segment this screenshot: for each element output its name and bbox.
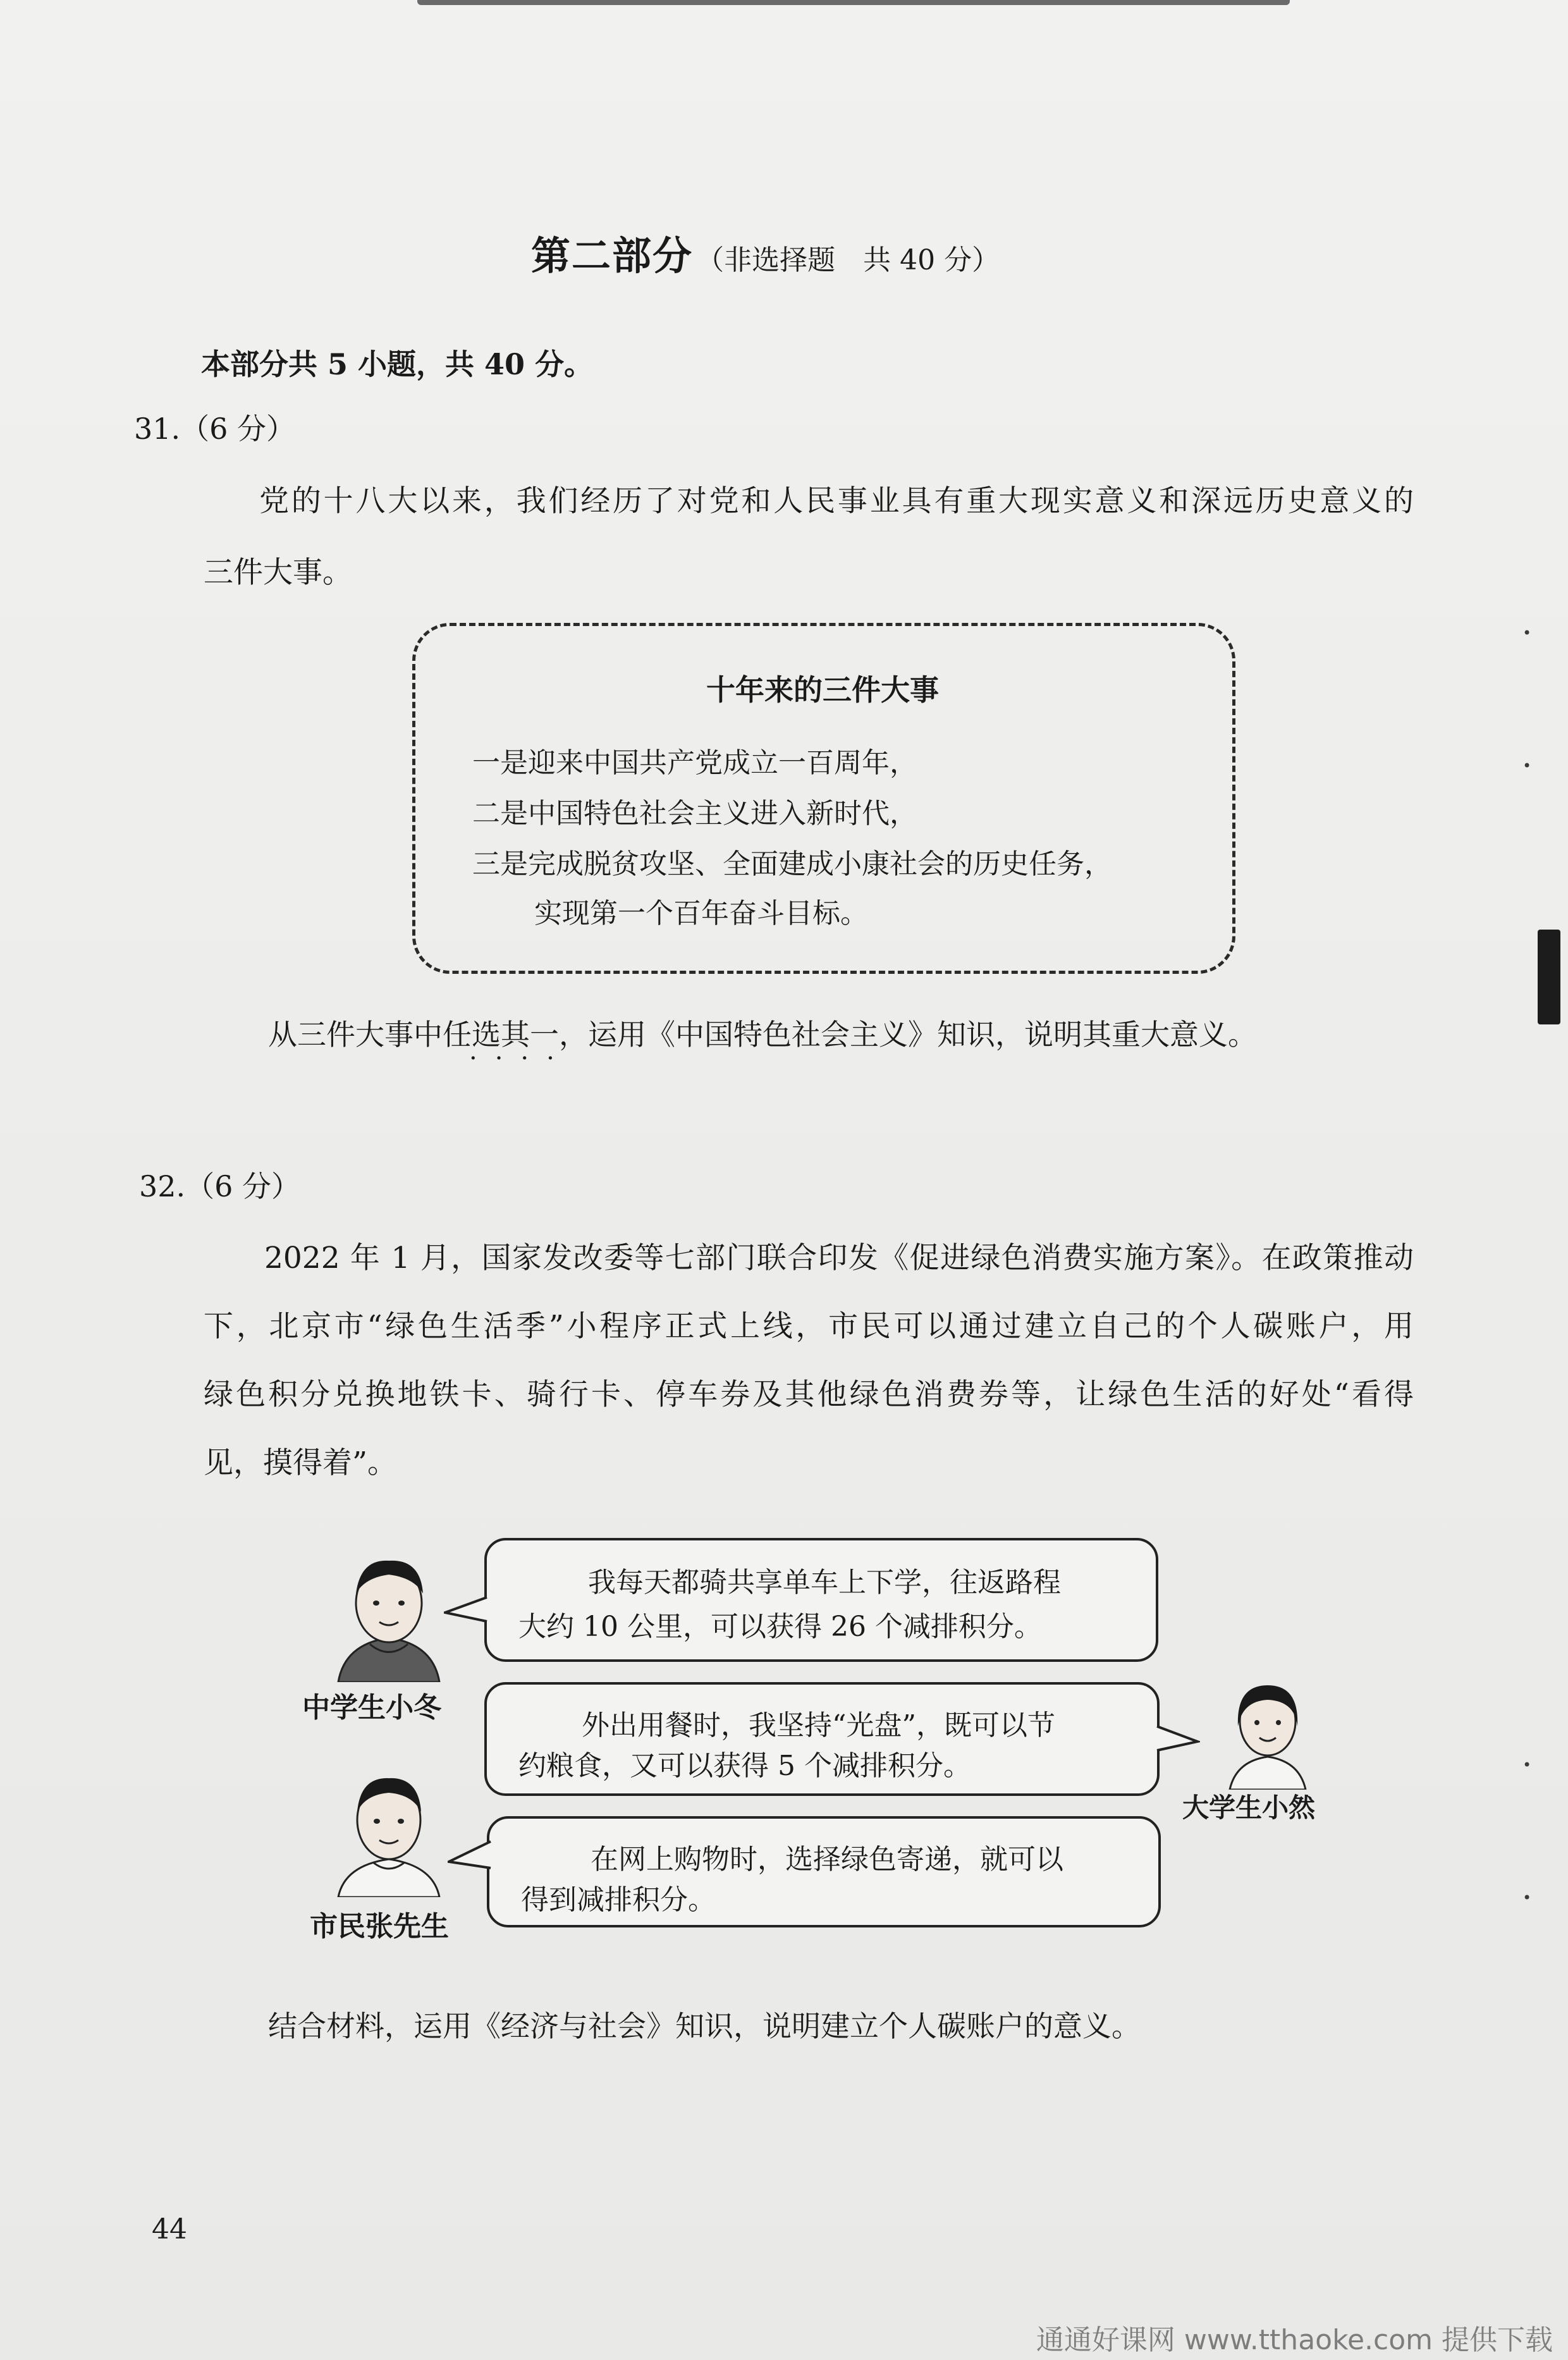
speech-bubble-tail (448, 1840, 492, 1872)
question-31-stem-line: 三件大事。 (204, 555, 352, 590)
box-item: 一是迎来中国共产党成立一百周年， (472, 747, 917, 779)
speech-bubble-tail (444, 1596, 488, 1628)
question-32-stem-line: 见，摸得着”。 (204, 1446, 398, 1480)
speech-line: 大约 10 公里，可以获得 26 个减排积分。 (518, 1611, 1042, 1643)
person-name-label: 中学生小冬 (302, 1692, 441, 1724)
watermark-text: 通通好课网 www.tthaoke.com 提供下载 (1036, 2324, 1553, 2356)
margin-mark: • (1522, 757, 1532, 775)
question-31-stem-line: 党的十八大以来，我们经历了对党和人民事业具有重大现实意义和深远历史意义的 (259, 484, 1414, 519)
box-title: 十年来的三件大事 (706, 673, 939, 707)
box-item: 二是中国特色社会主义进入新时代， (472, 797, 917, 830)
question-31-number: 31.（6 分） (134, 412, 296, 446)
question-32-number: 32.（6 分） (139, 1169, 301, 1203)
margin-mark: • (1522, 624, 1532, 642)
student-xiaodong-illustration (326, 1549, 452, 1685)
emphasis-dots: ···· (469, 1044, 572, 1073)
section-subtitle: （非选择题 共 40 分） (696, 244, 1000, 276)
question-32-stem-line: 2022 年 1 月，国家发改委等七部门联合印发《促进绿色消费实施方案》。在政策推动 (264, 1241, 1414, 1275)
speech-bubble-xiaodong (484, 1538, 1158, 1662)
question-32-prompt: 结合材料，运用《经济与社会》知识，说明建立个人碳账户的意义。 (268, 2009, 1141, 2043)
margin-mark: • (1522, 1889, 1532, 1907)
section-heading (531, 224, 1000, 281)
speech-bubble-xiaoran (484, 1682, 1160, 1796)
question-32-stem-line: 下，北京市“绿色生活季”小程序正式上线，市民可以通过建立自己的个人碳账户，用 (204, 1309, 1414, 1344)
speech-bubble-tail (1156, 1725, 1200, 1757)
section-intro: 本部分共 5 小题，共 40 分。 (201, 347, 594, 381)
top-binding-shadow (417, 0, 1290, 5)
person-name-label: 大学生小然 (1182, 1792, 1316, 1823)
speech-line: 得到减排积分。 (521, 1884, 716, 1916)
page-number: 44 (152, 2213, 187, 2246)
citizen-zhang-illustration (329, 1764, 449, 1900)
page-edge-tab (1538, 930, 1560, 1024)
margin-mark: • (1522, 1756, 1532, 1774)
question-32-stem-line: 绿色积分兑换地铁卡、骑行卡、停车券及其他绿色消费券等，让绿色生活的好处“看得 (204, 1377, 1414, 1412)
speech-bubble-zhang (487, 1816, 1161, 1927)
section-title: 第二部分 (531, 233, 694, 279)
box-item: 三是完成脱贫攻坚、全面建成小康社会的历史任务， (472, 848, 1112, 880)
question-31-prompt: 从三件大事中任选其一，运用《中国特色社会主义》知识，说明其重大意义。 (268, 1017, 1257, 1052)
three-events-box (412, 623, 1235, 974)
student-xiaoran-illustration (1220, 1676, 1315, 1792)
speech-line: 在网上购物时，选择绿色寄递，就可以 (591, 1843, 1063, 1876)
speech-line: 我每天都骑共享单车上下学，往返路程 (588, 1566, 1061, 1599)
speech-line: 外出用餐时，我坚持“光盘”，既可以节 (582, 1709, 1055, 1742)
speech-line: 约粮食，又可以获得 5 个减排积分。 (518, 1750, 971, 1782)
box-item-continued: 实现第一个百年奋斗目标。 (534, 897, 868, 930)
person-name-label: 市民张先生 (310, 1910, 449, 1943)
